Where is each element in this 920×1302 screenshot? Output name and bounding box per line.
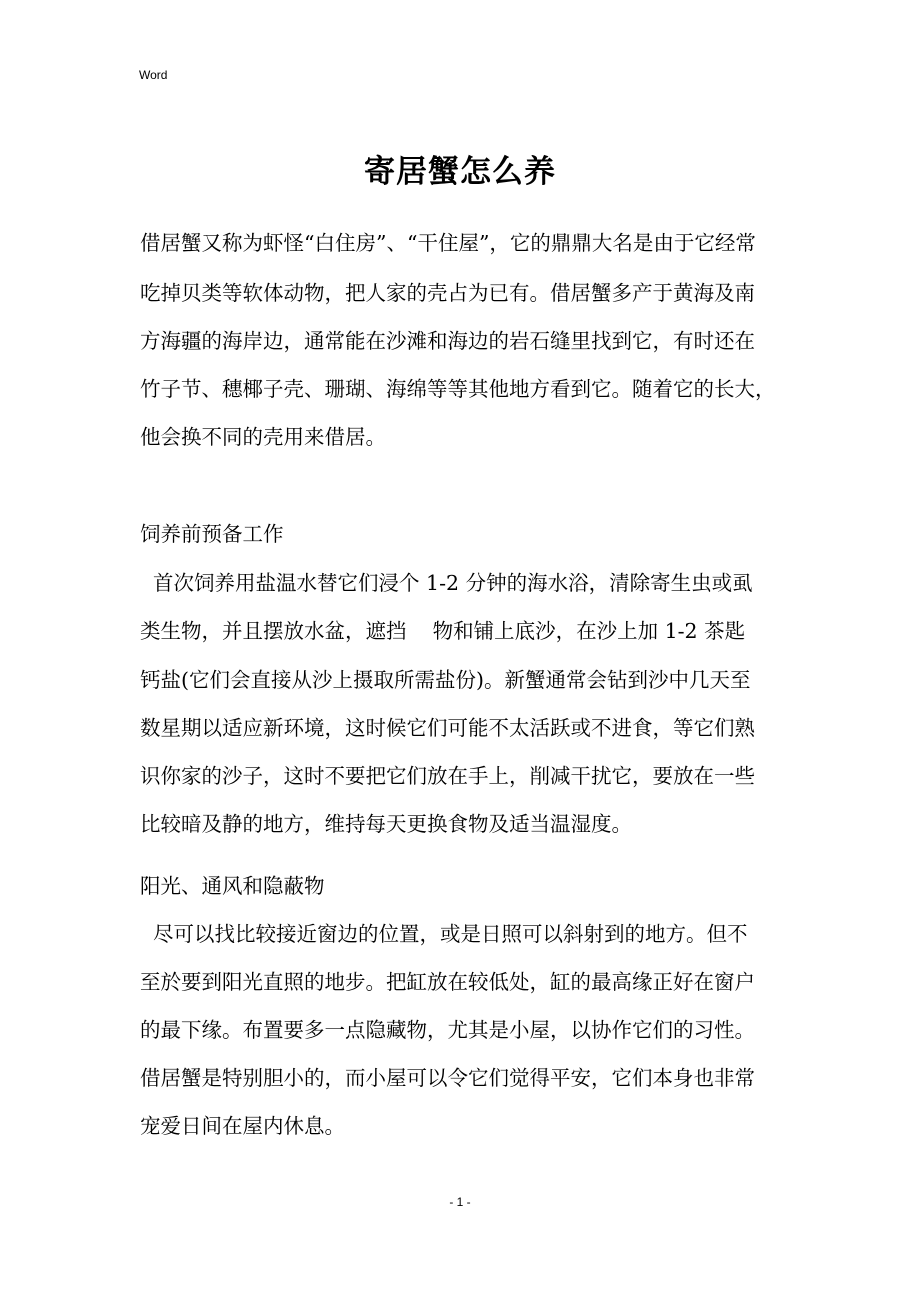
page-header: Word: [139, 68, 168, 82]
text-line: 首次饲养用盐温水替它们浸个 1-2 分钟的海水浴，清除寄生虫或虱: [140, 571, 753, 595]
text-line: 比较暗及静的地方，维持每天更换食物及适当温湿度。: [140, 812, 632, 836]
page-number: - 1 -: [449, 1195, 471, 1209]
text-line: 识你家的沙子，这时不要把它们放在手上，削减干扰它，要放在一些: [140, 764, 755, 788]
text-line: 宠爱日间在屋内休息。: [140, 1114, 345, 1138]
text-line: 数星期以适应新环境，这时候它们可能不太活跃或不进食，等它们熟: [140, 716, 755, 740]
text-line: 吃掉贝类等软体动物，把人家的壳占为已有。借居蟹多产于黄海及南: [140, 281, 755, 305]
document-title: 寄居蟹怎么养: [364, 154, 556, 190]
text-line: 类生物，并且摆放水盆，遮挡 物和铺上底沙，在沙上加 1-2 茶匙: [140, 619, 746, 643]
text-line: 钙盐(它们会直接从沙上摄取所需盐份)。新蟹通常会钻到沙中几天至: [140, 668, 751, 692]
text-line: 至於要到阳光直照的地步。把缸放在较低处，缸的最高缘正好在窗户: [140, 970, 755, 994]
text-line: 尽可以找比较接近窗边的位置，或是日照可以斜射到的地方。但不: [140, 922, 748, 946]
text-line: 竹子节、穗椰子壳、珊瑚、海绵等等其他地方看到它。随着它的长大，: [140, 377, 776, 401]
text-line: 的最下缘。布置要多一点隐藏物，尤其是小屋，以协作它们的习性。: [140, 1018, 755, 1042]
text-line: 他会换不同的壳用来借居。: [140, 425, 386, 449]
text-line: 借居蟹是特别胆小的，而小屋可以令它们觉得平安，它们本身也非常: [140, 1066, 755, 1090]
section-heading: 饲养前预备工作: [140, 522, 284, 546]
text-line: 借居蟹又称为虾怪“白住房”、“干住屋”，它的鼎鼎大名是由于它经常: [140, 231, 756, 255]
text-line: 方海疆的海岸边，通常能在沙滩和海边的岩石缝里找到它，有时还在: [140, 329, 755, 353]
section-heading: 阳光、通风和隐蔽物: [140, 874, 325, 898]
